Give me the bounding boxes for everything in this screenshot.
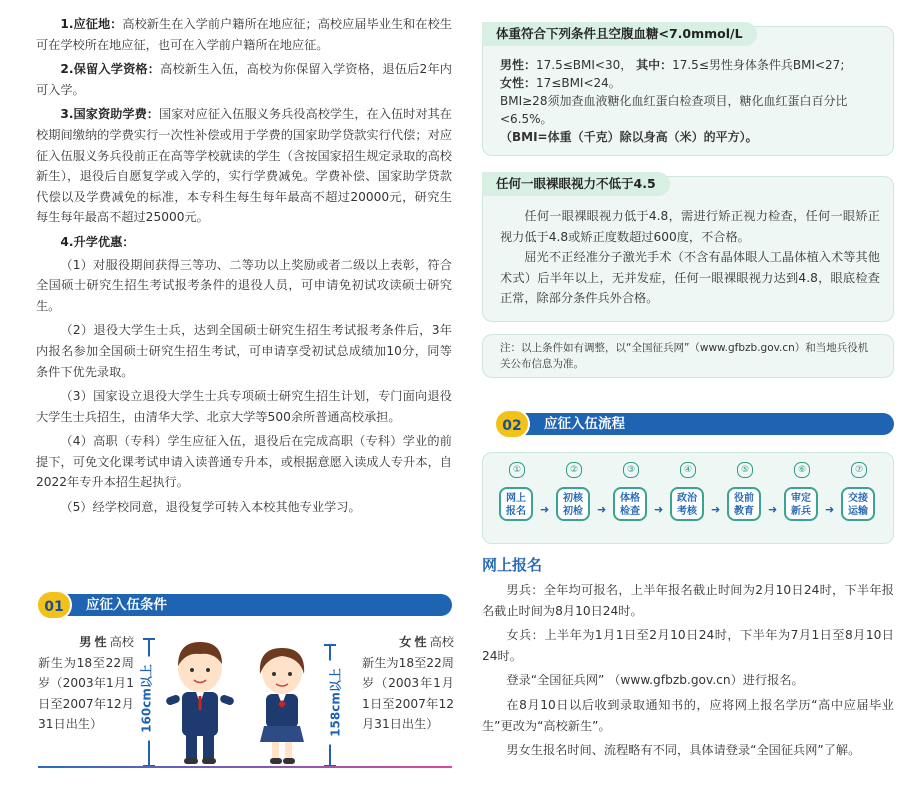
male-height-label: 160cm以上 [138,657,155,741]
flow-step: ⑤ 役前 教育 [727,462,763,521]
flow-step: ⑥ 审定 新兵 [784,462,820,521]
female-height-marker [326,644,344,766]
ground-divider [38,766,452,768]
section-header-process [496,413,894,435]
policy-enlistment-place: 1.应征地：高校新生在入学前户籍所在地应征；高校应届毕业生和在校生可在学校所在地应征，也可在入学前户籍所在地应征。 [36,17,452,52]
male-age-text: 新生为18至22周岁（2003年1月1日至2007年12月31日出生） [38,655,134,732]
flow-step: ② 初核 初检 [556,462,592,521]
flow-step: ① 网上 报名 [499,462,535,521]
policy-enrollment-reserve: 2.保留入学资格：高校新生入伍，高校为你保留入学资格，退伍后2年内可入学。 [36,62,452,97]
female-height-label: 158cm以上 [327,661,344,745]
registration-content [482,580,894,765]
section-title: 应征入伍条件 [86,597,167,613]
list-item: （3）国家设立退役大学生士兵专项硕士研究生招生计划，专门面向退役大学生士兵招生，由清华大学、北京大学等500余所普通高校承担。 [36,389,452,424]
male-condition: 男性高校 新生为18至22周岁（2003年1月1日至2007年12月31日出生） [38,632,134,735]
arrow-icon: ➜ [540,503,550,516]
policy-further-study-title: 4.升学优惠： [60,234,135,249]
policy-tuition-aid: 3.国家资助学费：国家对应征入伍服义务兵役高校学生，在入伍时对其在校期间缴纳的学费实行一次性补偿或用于学费的国家助学贷款实行代偿；对应征入伍服义务兵役前正在高等学校就读的学生（含按国家招生规定录取的高校新生），退役后自愿复学或入学的，实行学费减免。学费补偿、国家助学贷款代偿以及学费减免的标准，本专科生每生每年最高不超过20000元，研究生每生每年最高不超过25000元。 [36,107,452,225]
note-text: 注：以上条件如有调整，以“全国征兵网”（www.gfbzb.gov.cn）和当地兵役机关公布信息为准。 [500,342,869,370]
list-item: 登录“全国征兵网” （www.gfbzb.gov.cn）进行报名。 [506,673,804,688]
bmi-tag: 体重符合下列条件且空腹血糖<7.0mmol/L [482,22,757,46]
list-item: （5）经学校同意，退役复学可转入本校其他专业学习。 [60,500,361,515]
section-title: 应征入伍流程 [544,416,625,432]
arrow-icon: ➜ [654,503,664,516]
list-item: （1）对服役期间获得三等功、二等功以上奖励或者二级以上表彰，符合全国硕士研究生招生考试报考条件的退役人员，可申请免初试攻读硕士研究生。 [36,257,452,313]
list-item: 男女生报名时间、流程略有不同，具体请登录“全国征兵网”了解。 [506,743,861,758]
bmi-content: 男性：17.5≤BMI<30， 其中：17.5≤男性身体条件兵BMI<27; 女性：17≤BMI<24。 BMI≥28须加查血液糖化血红蛋白检查项目，糖化血红蛋白百分比<6.5%。 （BMI=体重（千克）除以身高（米）的平方）。 [500,58,848,144]
list-item: 女兵：上半年为1月1日至2月10日24时，下半年为7月1日至8月10日24时。 [482,628,894,663]
section-number-badge: 02 [494,409,530,439]
vision-tag: 任何一眼裸眼视力不低于4.5 [482,172,670,196]
list-item: 在8月10日以后收到录取通知书的，应将网上报名学历“高中应届毕业生”更改为“高校新生”。 [482,697,894,733]
female-age-text: 新生为18至22周岁（2003年1月1日至2007年12月31日出生） [362,655,454,732]
flow-step: ④ 政治 考核 [670,462,706,521]
female-student-illustration [244,644,320,766]
list-item: （4）高职（专科）学生应征入伍，退役后在完成高职（专科）学业的前提下，可免文化课考试申请入读普通专升本，或根据意愿入读成人专升本，自2022年专升本招生起执行。 [36,434,452,490]
flow-step: ⑦ 交接 运输 [841,462,877,521]
registration-title: 网上报名 [482,556,543,574]
male-student-illustration [160,638,240,766]
arrow-icon: ➜ [711,503,721,516]
left-column [36,14,452,522]
arrow-icon: ➜ [597,503,607,516]
male-label: 男性 [79,635,110,649]
list-item: 男兵：全年均可报名，上半年报名截止时间为2月10日24时，下半年报名截止时间为8月10日24时。 [482,583,894,618]
male-height-marker [138,638,156,766]
section-header-conditions [38,594,452,616]
section-number-badge: 01 [36,590,72,620]
flow-step: ③ 体格 检查 [613,462,649,521]
list-item: （2）退役大学生士兵，达到全国硕士研究生招生考试报考条件后，3年内报名参加全国硕士研究生招生考试，可申请享受初试总成绩加10分，同等条件下优先录取。 [36,323,452,379]
arrow-icon: ➜ [768,503,778,516]
female-condition: 女性高校 新生为18至22周岁（2003年1月1日至2007年12月31日出生） [362,632,454,735]
arrow-icon: ➜ [825,503,835,516]
vision-content: 任何一眼裸眼视力低于4.8，需进行矫正视力检查，任何一眼矫正视力低于4.8或矫正度数超过600度，不合格。 屈光不正经准分子激光手术（不含有晶体眼人工晶体植入术等其他术式）后半年以上，无并发症，任何一眼裸眼视力达到4.8，眼底检查正常，除部分条件兵外合格。 [500,209,880,306]
female-label: 女性 [399,635,430,649]
